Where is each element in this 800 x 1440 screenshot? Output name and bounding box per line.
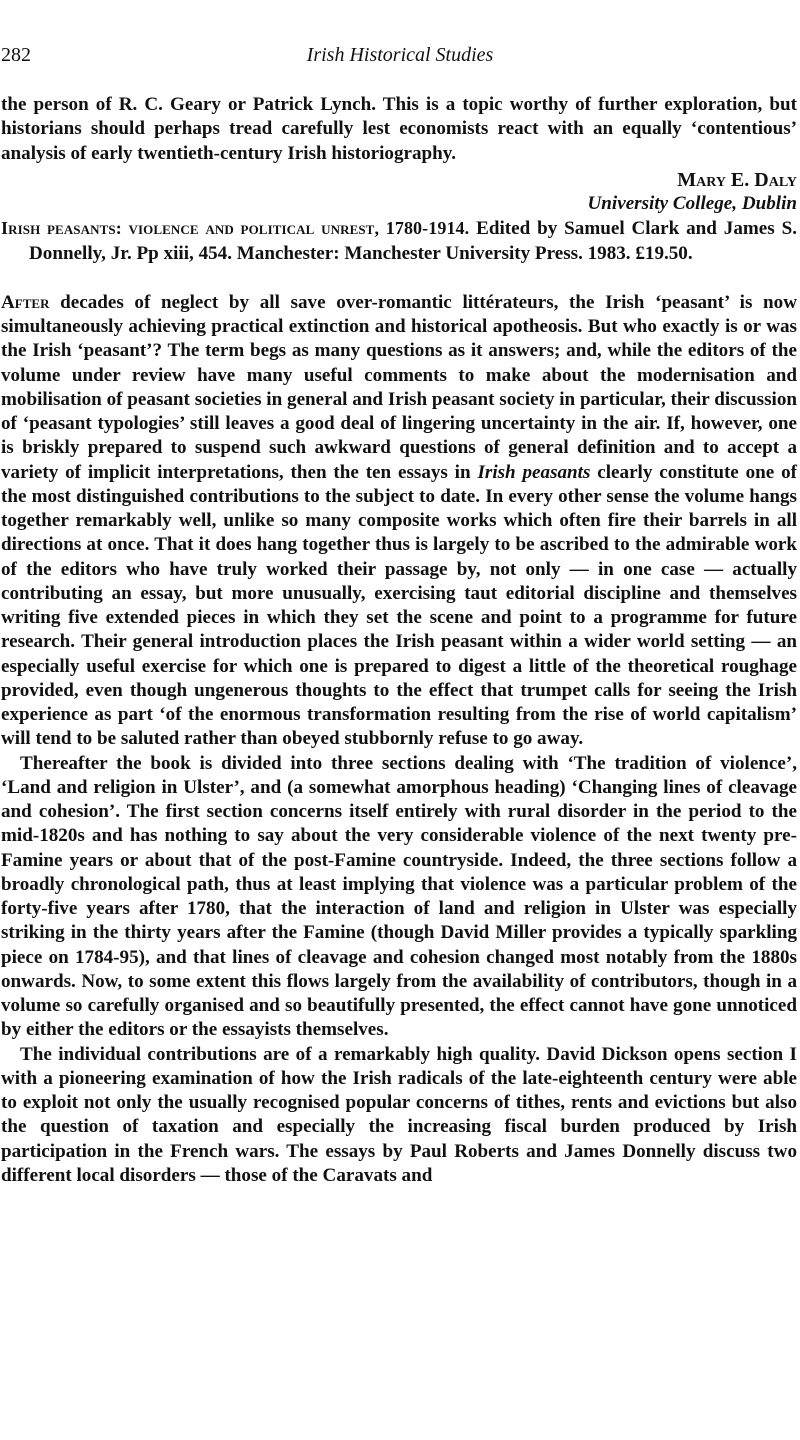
book-title-italic: Irish peasants — [477, 461, 591, 483]
paragraph-1-text-a: decades of neglect by all save over-romantic littérateurs, the Irish ‘peasant’ is now simultaneously achieving practical extinction and historical apotheosis. But who exactly is or was the Irish ‘peasant’? The term begs as many questions as it answers; and, while the editors of the volume under review have many useful comments to make about the modernisation and mobilisation of peasant societies in general and Irish peasant society in particular, their discussion of ‘peasant typologies’ still leaves a good deal of lingering uncertainty in the air. If, however, one is briskly prepared to suspend such awkward questions of general definition and to accept a variety of implicit interpretations, then the ten essays in — [1, 291, 797, 483]
reviewer-institution: University College, Dublin — [587, 193, 797, 214]
page-number: 282 — [1, 44, 31, 66]
previous-review-closing-paragraph: the person of R. C. Geary or Patrick Lynch. This is a topic worthy of further exploration, but historians should perhaps tread carefully lest economists react with an equally ‘contentious’ analysis of early twentieth-century Irish historiography. — [1, 94, 797, 164]
page-header — [0, 44, 800, 70]
journal-title: Irish Historical Studies — [306, 44, 494, 66]
review-paragraph-2: Thereafter the book is divided into three sections dealing with ‘The tradition of violence’, ‘Land and religion in Ulster’, and (a somewhat amorphous heading) ‘Changing lines of cleavage and cohesion’. The first section concerns itself entirely with rural disorder in the period to the mid-1820s and has nothing to say about the very considerable violence of the next twenty pre-Famine years or about that of the post-Famine countryside. Indeed, the three sections follow a broadly chronological path, thus at least implying that violence was a particular problem of the forty-five years after 1780, that the interaction of land and religion in Ulster was especially striking in the thirty years after the Famine (though David Miller provides a typically sparkling piece on 1784-95), and that lines of cleavage and cohesion changed most notably from the 1880s onwards. Now, to some extent this flows largely from the availability of contributors, though in a volume so carefully organised and so beautifully presented, the effect cannot have gone unnoticed by either the editors or the essayists themselves. — [1, 752, 797, 1041]
book-title: Irish peasants: violence and political unrest, 1780-1914. — [1, 218, 470, 239]
reviewer-name: Mary E. Daly — [677, 168, 797, 191]
review-paragraph-3: The individual contributions are of a remarkably high quality. David Dickson opens section I with a pioneering examination of how the Irish radicals of the late-eighteenth century were able to exploit not only the usually recognised popular concerns of tithes, rents and evictions but also the question of taxation and especially the increasing fiscal burden produced by Irish participation in the French wars. The essays by Paul Roberts and James Donnelly discuss two different local disorders — those of the Caravats and — [1, 1043, 797, 1186]
reviewer-signature — [1, 168, 797, 217]
review-heading — [1, 216, 797, 266]
book-citation: Edited by Samuel Clark and James S. Donnelly, Jr. Pp xiii, 454. Manchester: Manchester University Press. 1983. £19.50. — [29, 218, 797, 264]
review-paragraph-1 — [1, 291, 797, 752]
page-body — [1, 93, 797, 1188]
paragraph-1-text-b: clearly constitute one of the most distinguished contributions to the subject to date. In every other sense the volume hangs together remarkably well, unlike so many composite works which often fire their barrels in all directions at once. That it does hang together thus is largely to be ascribed to the admirable work of the editors who have truly worked their passage by, not only — in one case — actually contributing an essay, but more unusually, exercising taut editorial discipline and themselves writing five extended pieces in which they set the scene and point to a programme for future research. Their general introduction places the Irish peasant within a wider world setting — an especially useful exercise for which one is prepared to digest a little of the theoretical roughage provided, even though ungenerous thoughts to the effect that trumpet calls for seeing the Irish experience as part ‘of the enormous transformation resulting from the rise of world capitalism’ will tend to be saluted rather than obeyed stubbornly refuse to go away. — [1, 461, 798, 750]
opening-word: After — [1, 291, 50, 313]
